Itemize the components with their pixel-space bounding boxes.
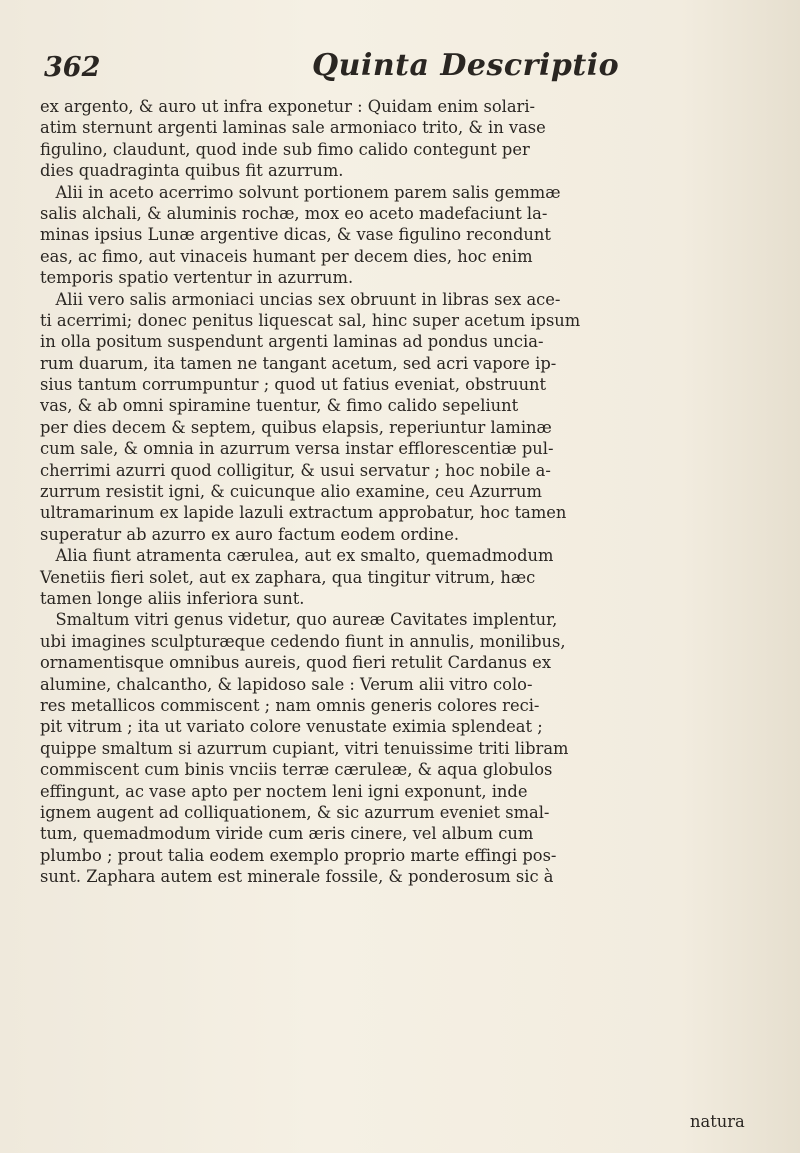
body-text (40, 96, 800, 887)
page-header (40, 44, 660, 94)
text-line: minas ipsius Lunæ argentive dicas, & vase figulino recondunt (40, 225, 551, 245)
text-line: alumine, chalcantho, & lapidoso sale : Verum alii vitro colo- (40, 674, 533, 694)
text-line: vas, & ab omni spiramine tuentur, & fimo calido sepeliunt (40, 396, 519, 416)
running-title: Quinta Descriptio (312, 48, 620, 83)
text-line: plumbo ; prout talia eodem exemplo proprio marte effingi pos- (40, 845, 557, 865)
text-line: in olla positum suspendunt argenti laminas ad pondus uncia- (40, 332, 544, 352)
text-line: Smaltum vitri genus videtur, quo aureæ Cavitates implentur, (40, 610, 558, 630)
text-line: cherrimi azurri quod colligitur, & usui servatur ; hoc nobile a- (40, 460, 551, 480)
text-line: Alii vero salis armoniaci uncias sex obruunt in libras sex ace- (40, 289, 561, 309)
text-line: atim sternunt argenti laminas sale armoniaco trito, & in vase (40, 118, 546, 138)
text-line: sunt. Zaphara autem est minerale fossile, & ponderosum sic à (40, 867, 554, 887)
text-line: rum duarum, ita tamen ne tangant acetum, sed acri vapore ip- (40, 353, 557, 373)
text-line: sius tantum corrumpuntur ; quod ut fatius eveniat, obstruunt (40, 375, 547, 395)
text-line: cum sale, & omnia in azurrum versa instar efflorescentiæ pul- (40, 439, 554, 459)
text-line: eas, ac fimo, aut vinaceis humant per decem dies, hoc enim (40, 246, 533, 266)
text-line: Alii in aceto acerrimo solvunt portionem parem salis gemmæ (40, 182, 561, 202)
text-line: figulino, claudunt, quod inde sub fimo calido contegunt per (40, 139, 530, 159)
page-number: 362 (44, 52, 101, 83)
text-line: temporis spatio vertentur in azurrum. (40, 268, 354, 288)
text-line: ignem augent ad colliquationem, & sic azurrum eveniet smal- (40, 802, 550, 822)
text-line: Venetiis fieri solet, aut ex zaphara, qua tingitur vitrum, hæc (40, 567, 536, 587)
text-line: effingunt, ac vase apto per noctem leni igni exponunt, inde (40, 781, 528, 801)
text-line: ubi imagines sculpturæque cedendo fiunt in annulis, monilibus, (40, 631, 566, 651)
text-line: quippe smaltum si azurrum cupiant, vitri tenuissime triti libram (40, 738, 569, 758)
text-line: commiscent cum binis vnciis terræ cæruleæ, & aqua globulos (40, 760, 553, 780)
text-line: pit vitrum ; ita ut variato colore venustate eximia splendeat ; (40, 717, 543, 737)
text-line: salis alchali, & aluminis rochæ, mox eo aceto madefaciunt la- (40, 203, 548, 223)
text-line: ex argento, & auro ut infra exponetur : Quidam enim solari- (40, 97, 536, 116)
text-line: zurrum resistit igni, & cuicunque alio examine, ceu Azurrum (40, 482, 542, 502)
text-line: Alia fiunt atramenta cærulea, aut ex smalto, quemadmodum (40, 546, 554, 566)
text-line: superatur ab azurro ex auro factum eodem ordine. (40, 524, 460, 544)
catchword: natura (690, 1112, 745, 1131)
text-line: dies quadraginta quibus fit azurrum. (40, 161, 344, 181)
text-line: ti acerrimi; donec penitus liquescat sal, hinc super acetum ipsum (40, 310, 581, 330)
text-line: ultramarinum ex lapide lazuli extractum approbatur, hoc tamen (40, 503, 567, 523)
text-line: ornamentisque omnibus aureis, quod fieri retulit Cardanus ex (40, 653, 551, 673)
text-line: tamen longe aliis inferiora sunt. (40, 588, 305, 608)
text-line: res metallicos commiscent ; nam omnis generis colores reci- (40, 695, 540, 715)
text-line: tum, quemadmodum viride cum æris cinere, vel album cum (40, 824, 534, 844)
text-line: per dies decem & septem, quibus elapsis, reperiuntur laminæ (40, 417, 552, 437)
